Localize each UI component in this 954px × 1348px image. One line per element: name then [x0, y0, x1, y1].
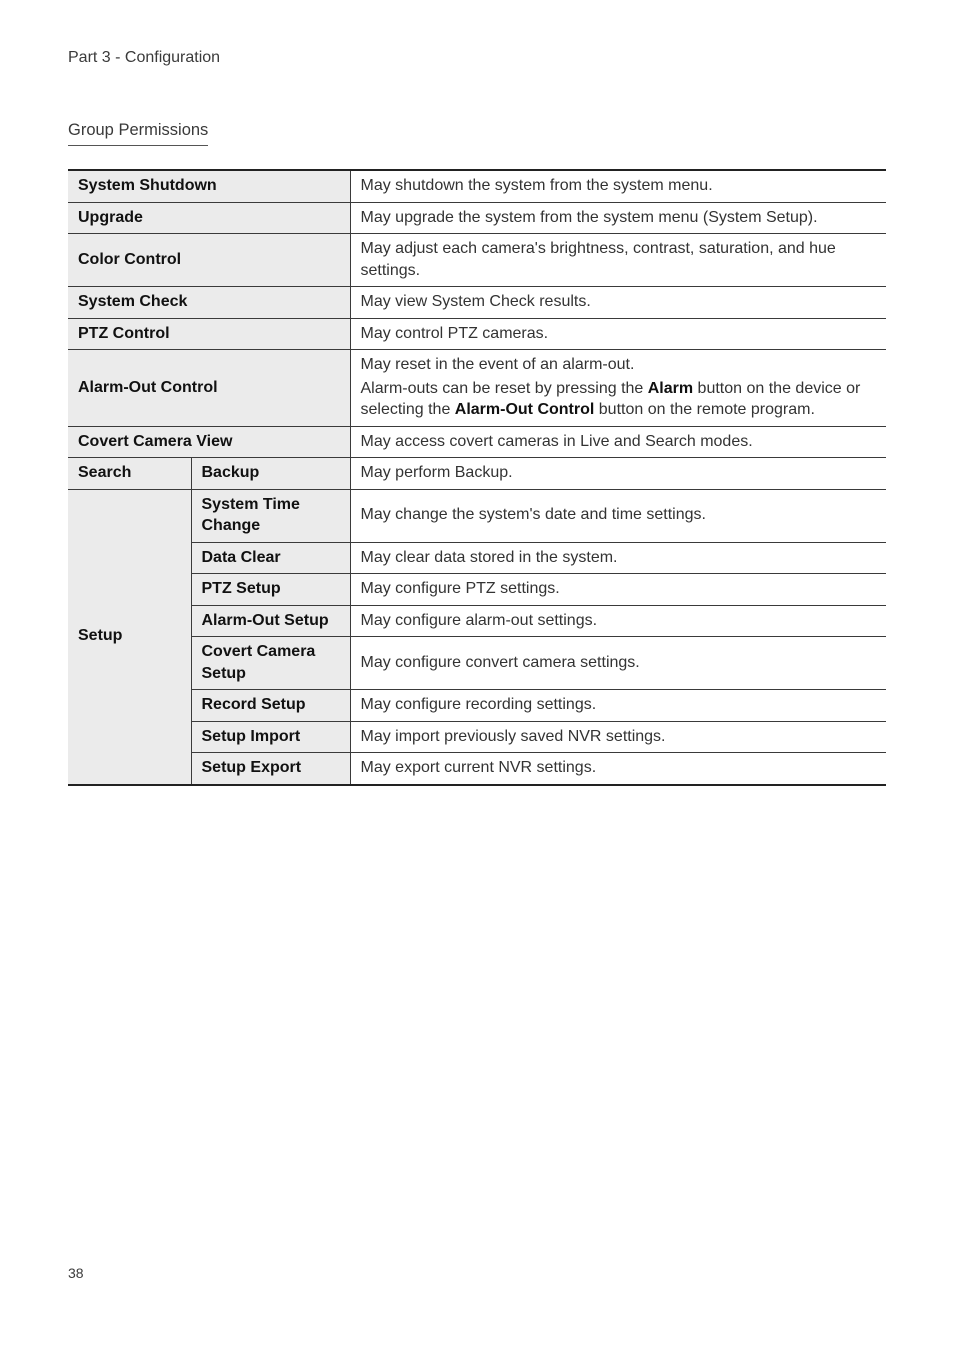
permission-description: May control PTZ cameras.	[350, 318, 886, 350]
permission-name: System Check	[68, 287, 350, 319]
permission-name: Setup Export	[191, 753, 350, 785]
table-row	[68, 753, 886, 785]
permission-description: May configure convert camera settings.	[350, 637, 886, 690]
description-line: May reset in the event of an alarm-out.	[360, 356, 635, 373]
permission-description: May configure recording settings.	[350, 690, 886, 722]
permission-name: Covert Camera Setup	[191, 637, 350, 690]
table-row	[68, 202, 886, 234]
note-bold-alarm-out-control: Alarm-Out Control	[454, 401, 595, 418]
table-row	[68, 234, 886, 287]
permission-description: May view System Check results.	[350, 287, 886, 319]
permission-name: Setup Import	[191, 721, 350, 753]
table-row	[68, 458, 886, 490]
permission-description: May shutdown the system from the system menu.	[350, 170, 886, 202]
permission-name: Backup	[191, 458, 350, 490]
permission-name: Color Control	[68, 234, 350, 287]
page-number: 38	[68, 1265, 84, 1281]
permission-name: PTZ Setup	[191, 574, 350, 606]
permission-description: May configure alarm-out settings.	[350, 605, 886, 637]
table-row	[68, 542, 886, 574]
table-row	[68, 605, 886, 637]
permission-description: May perform Backup.	[350, 458, 886, 490]
permission-description: May export current NVR settings.	[350, 753, 886, 785]
table-row	[68, 350, 886, 427]
permission-group-search: Search	[68, 458, 191, 490]
permission-name: Alarm-Out Control	[68, 350, 350, 427]
note-bold-alarm: Alarm	[647, 379, 694, 397]
table-row	[68, 721, 886, 753]
permission-description: May adjust each camera's brightness, contrast, saturation, and hue settings.	[350, 234, 886, 287]
section-title: Group Permissions	[68, 121, 208, 146]
permission-description: May clear data stored in the system.	[350, 542, 886, 574]
permission-name: Upgrade	[68, 202, 350, 234]
group-permissions-table	[68, 169, 886, 786]
table-row	[68, 574, 886, 606]
permission-name: Covert Camera View	[68, 426, 350, 458]
permission-name: Data Clear	[191, 542, 350, 574]
permission-description: May import previously saved NVR settings.	[350, 721, 886, 753]
permission-description: May access covert cameras in Live and Search modes.	[350, 426, 886, 458]
permission-description	[350, 350, 886, 427]
permission-group-setup: Setup	[68, 489, 191, 785]
table-row	[68, 287, 886, 319]
permission-name: Record Setup	[191, 690, 350, 722]
permission-name: Alarm-Out Setup	[191, 605, 350, 637]
permission-name: System Time Change	[191, 489, 350, 542]
table-row	[68, 637, 886, 690]
table-row	[68, 690, 886, 722]
note-text: Alarm-outs can be reset by pressing the	[360, 379, 648, 397]
permission-description: May upgrade the system from the system menu (System Setup).	[350, 202, 886, 234]
table-row	[68, 489, 886, 542]
note-text: button on the remote program.	[594, 401, 815, 418]
permission-name: System Shutdown	[68, 170, 350, 202]
permission-description: May change the system's date and time settings.	[350, 489, 886, 542]
description-note	[361, 378, 879, 421]
table-row	[68, 426, 886, 458]
permission-description: May configure PTZ settings.	[350, 574, 886, 606]
table-row	[68, 318, 886, 350]
table-row	[68, 170, 886, 202]
note-text: button on the device or selecting the	[360, 379, 861, 418]
permission-name: PTZ Control	[68, 318, 350, 350]
running-head: Part 3 - Configuration	[68, 49, 221, 66]
